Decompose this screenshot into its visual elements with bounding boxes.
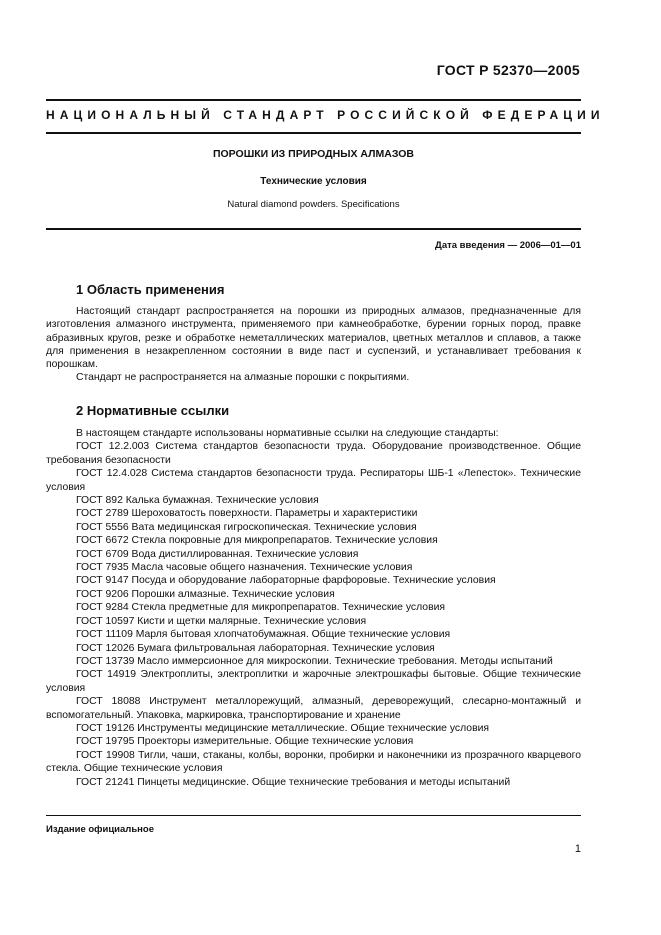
reference-item: ГОСТ 18088 Инструмент металлорежущий, алмазный, дереворежущий, слесарно-монтажный и вспомогательный. Упаковка, маркировка, транспортирование и хранение xyxy=(46,696,581,721)
reference-item: ГОСТ 12.2.003 Система стандартов безопасности труда. Оборудование производственное. Общие требования безопасности xyxy=(46,441,581,466)
reference-item: ГОСТ 10597 Кисти и щетки малярные. Технические условия xyxy=(76,615,367,627)
header-top-rule xyxy=(46,99,581,101)
reference-item: ГОСТ 6709 Вода дистиллированная. Технические условия xyxy=(76,548,359,560)
reference-item: ГОСТ 12.4.028 Система стандартов безопасности труда. Респираторы ШБ-1 «Лепесток». Технические условия xyxy=(46,468,581,493)
section-1-paragraph: Настоящий стандарт распространяется на порошки из природных алмазов, предназначенные для изготовления алмазного инструмента, применяемого при камнеобработке, бурении горных пород, правке абразивных кругов, резке и обработке неметаллических материалов, цветных металлов и сплавов, а также для применения в незакрепленном состоянии в виде паст и суспензий, и устанавливает требования к порошкам. xyxy=(46,306,581,371)
standard-title: ПОРОШКИ ИЗ ПРИРОДНЫХ АЛМАЗОВ xyxy=(212,148,415,160)
reference-item: ГОСТ 14919 Электроплиты, электроплитки и жарочные электрошкафы бытовые. Общие технические условия xyxy=(46,669,581,694)
reference-item: ГОСТ 13739 Масло иммерсионное для микроскопии. Технические требования. Методы испытаний xyxy=(76,655,553,667)
official-edition-label: Издание официальное xyxy=(46,824,154,835)
section-1-body xyxy=(46,305,581,385)
section-1-paragraph: Стандарт не распространяется на алмазные порошки с покрытиями. xyxy=(76,372,410,384)
national-standard-header: НАЦИОНАЛЬНЫЙ СТАНДАРТ РОССИЙСКОЙ ФЕДЕРАЦИИ xyxy=(46,108,605,122)
english-title: Natural diamond powders. Specifications xyxy=(227,199,400,210)
footer-rule xyxy=(46,815,581,816)
page-number: 1 xyxy=(574,843,581,855)
section-2-heading: 2 Нормативные ссылки xyxy=(76,403,230,418)
header-bottom-rule xyxy=(46,132,581,134)
reference-item: ГОСТ 19908 Тигли, чаши, стаканы, колбы, воронки, пробирки и наконечники из прозрачного кварцевого стекла. Общие технические условия xyxy=(46,749,581,775)
reference-item: ГОСТ 21241 Пинцеты медицинские. Общие технические требования и методы испытаний xyxy=(76,776,511,788)
title-bottom-rule xyxy=(46,228,581,230)
reference-item: ГОСТ 6672 Стекла покровные для микропрепаратов. Технические условия xyxy=(76,535,438,547)
reference-item: ГОСТ 5556 Вата медицинская гигроскопическая. Технические условия xyxy=(76,521,417,533)
references-intro: В настоящем стандарте использованы нормативные ссылки на следующие стандарты: xyxy=(76,428,499,439)
reference-item: ГОСТ 9147 Посуда и оборудование лабораторные фарфоровые. Технические условия xyxy=(76,575,496,587)
reference-item: ГОСТ 7935 Масла часовые общего назначения. Технические условия xyxy=(76,562,413,574)
standard-subtitle: Технические условия xyxy=(260,176,367,187)
normative-references-list xyxy=(46,427,581,789)
reference-item: ГОСТ 19126 Инструменты медицинские металлические. Общие технические условия xyxy=(76,722,490,734)
reference-item: ГОСТ 19795 Проекторы измерительные. Общие технические условия xyxy=(76,736,414,748)
document-number: ГОСТ Р 52370—2005 xyxy=(436,62,580,78)
introduction-date: Дата введения — 2006—01—01 xyxy=(435,240,581,251)
reference-item: ГОСТ 9206 Порошки алмазные. Технические условия xyxy=(76,588,335,600)
reference-item: ГОСТ 892 Калька бумажная. Технические условия xyxy=(76,495,319,507)
reference-item: ГОСТ 12026 Бумага фильтровальная лабораторная. Технические условия xyxy=(76,642,435,654)
reference-item: ГОСТ 11109 Марля бытовая хлопчатобумажная. Общие технические условия xyxy=(76,629,451,641)
section-1-heading: 1 Область применения xyxy=(76,282,225,297)
reference-item: ГОСТ 9284 Стекла предметные для микропрепаратов. Технические условия xyxy=(76,602,446,614)
reference-item: ГОСТ 2789 Шероховатость поверхности. Параметры и характеристики xyxy=(76,508,418,520)
